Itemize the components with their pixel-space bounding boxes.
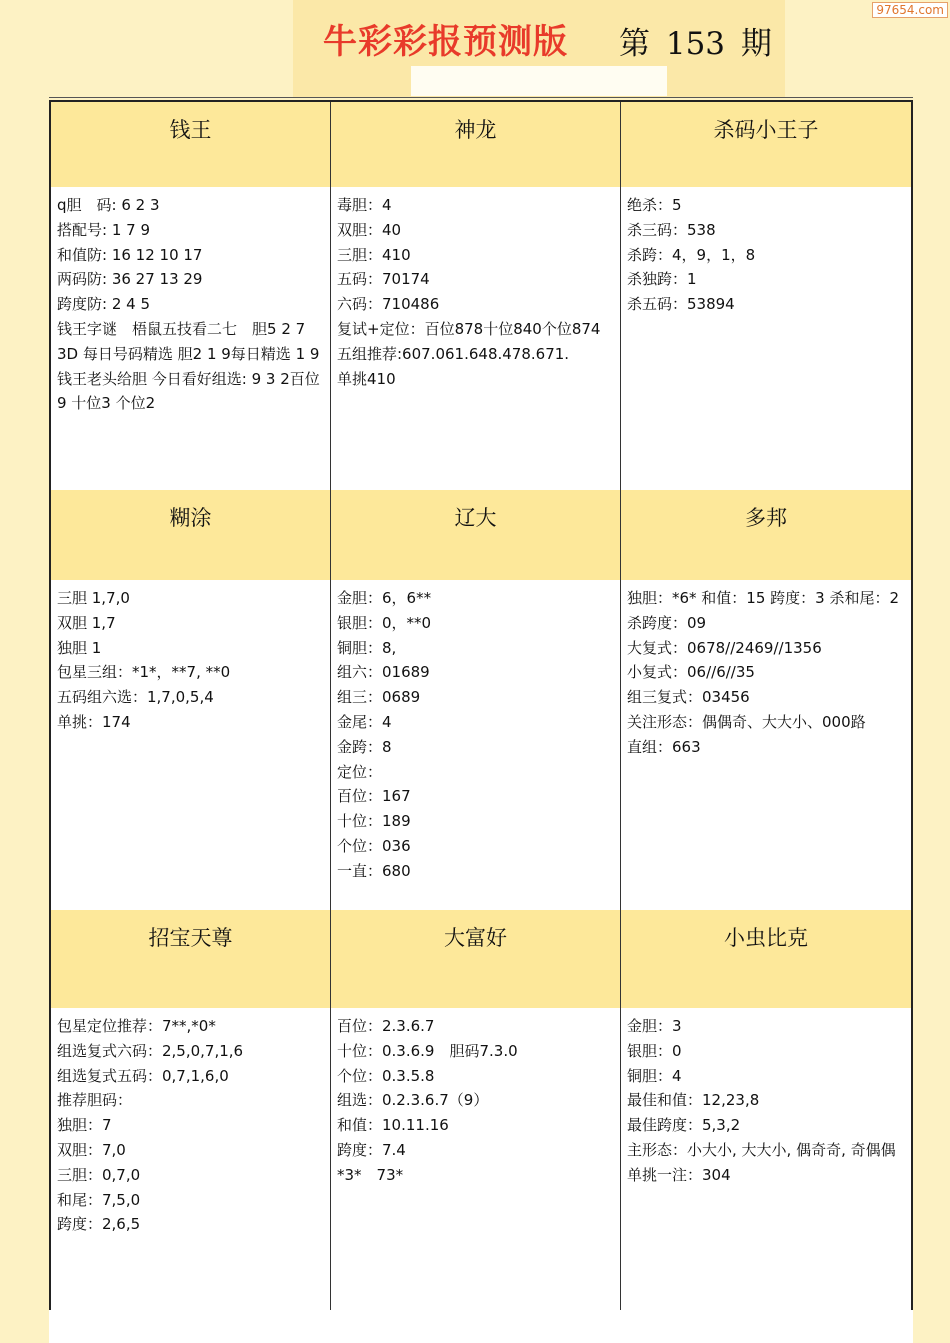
prediction-line: 钱王字谜 梧鼠五技看二七 胆5 2 7 [57, 319, 306, 338]
prediction-line: 杀三码：538 [627, 220, 716, 239]
prediction-line: 搭配号: 1 7 9 [57, 220, 150, 239]
prediction-line: 小复式：06//6//35 [627, 663, 755, 682]
prediction-line: 六码：710486 [337, 295, 440, 314]
prediction-line: 三胆 1,7,0 [57, 589, 130, 607]
footer-strip [49, 1310, 913, 1343]
prediction-line: 组三复式：03456 [627, 688, 750, 707]
prediction-table [49, 100, 913, 1312]
prediction-line: 绝杀：5 [627, 196, 682, 214]
watermark-logo: 97654.com [872, 2, 948, 18]
prediction-line: 复试+定位：百位878十位840个位874 [337, 319, 601, 338]
title-banner [293, 0, 785, 97]
prediction-line: 五码：70174 [337, 270, 430, 289]
expert-name: 大富好 [444, 926, 507, 950]
prediction-line: 直组：663 [627, 737, 701, 756]
prediction-line: 钱王老头给胆 今日看好组选: 9 3 2百位9 十位3 个位2 [57, 369, 320, 413]
expert-predictions [331, 187, 621, 490]
prediction-line: 金跨：8 [337, 737, 392, 756]
prediction-line: 推荐胆码： [57, 1091, 133, 1110]
prediction-line: 金胆：3 [627, 1017, 682, 1035]
page-title: 牛彩彩报预测版 [323, 22, 568, 62]
prediction-line: 大复式：0678//2469//1356 [627, 638, 822, 657]
prediction-line: 组六：01689 [337, 663, 430, 682]
prediction-line: *3* 73* [337, 1165, 404, 1184]
prediction-line: q胆 码: 6 2 3 [57, 196, 160, 214]
expert-predictions [621, 580, 911, 910]
prediction-line: 包星三组：*1*，**7, **0 [57, 663, 231, 682]
expert-predictions [331, 580, 621, 910]
prediction-line: 五组推荐:607.061.648.478.671. [337, 344, 570, 363]
prediction-line: 独胆 1 [57, 638, 102, 657]
prediction-line: 个位：0.3.5.8 [337, 1066, 435, 1085]
expert-predictions [331, 1008, 621, 1310]
prediction-line: 独胆：7 [57, 1116, 112, 1135]
title-blank-box [411, 66, 667, 96]
prediction-line: 单挑410 [337, 369, 396, 388]
prediction-line: 双胆：40 [337, 220, 402, 239]
expert-name: 杀码小王子 [713, 118, 819, 142]
prediction-line: 杀独跨：1 [627, 270, 697, 289]
prediction-line: 最佳和值：12,23,8 [627, 1091, 760, 1110]
prediction-line: 组选：0.2.3.6.7（9） [337, 1091, 489, 1110]
prediction-line: 最佳跨度：5,3,2 [627, 1116, 741, 1135]
table-body-row [51, 580, 911, 911]
expert-name: 多邦 [745, 506, 787, 530]
prediction-line: 单挑：174 [57, 712, 131, 731]
prediction-line: 跨度：7.4 [337, 1140, 406, 1159]
prediction-line: 十位：0.3.6.9 胆码7.3.0 [337, 1041, 518, 1060]
table-body-row [51, 187, 911, 491]
prediction-line: 组选复式五码：0,7,1,6,0 [57, 1066, 229, 1085]
issue-number: 第 153 期 [619, 26, 772, 62]
expert-header [331, 102, 621, 187]
prediction-line: 铜胆：8, [337, 638, 397, 657]
prediction-line: 铜胆：4 [627, 1066, 682, 1085]
prediction-line: 3D 每日号码精选 胆2 1 9每日精选 1 9 [57, 344, 320, 363]
prediction-line: 跨度防: 2 4 5 [57, 295, 150, 314]
prediction-line: 和值防: 16 12 10 17 [57, 245, 203, 264]
table-header-row [51, 102, 911, 188]
expert-name: 糊涂 [169, 506, 212, 530]
prediction-line: 两码防: 36 27 13 29 [57, 270, 203, 289]
prediction-line: 百位：2.3.6.7 [337, 1017, 435, 1035]
prediction-line: 和值：10.11.16 [337, 1116, 449, 1135]
expert-name: 钱王 [169, 118, 212, 142]
expert-predictions [621, 187, 911, 490]
expert-header [621, 102, 911, 187]
expert-header [621, 490, 911, 580]
expert-predictions [51, 1008, 331, 1310]
prediction-line: 杀跨：4，9，1，8 [627, 245, 756, 264]
prediction-line: 金胆：6，6** [337, 589, 432, 607]
expert-header [51, 490, 331, 580]
prediction-line: 和尾：7,5,0 [57, 1190, 141, 1209]
prediction-line: 组选复式六码：2,5,0,7,1,6 [57, 1041, 244, 1060]
prediction-line: 五码组六选：1,7,0,5,4 [57, 688, 214, 707]
prediction-line: 双胆：7,0 [57, 1140, 126, 1159]
expert-name: 辽大 [454, 506, 497, 530]
prediction-line: 百位：167 [337, 787, 411, 806]
expert-name: 招宝天尊 [148, 926, 233, 950]
prediction-line: 三胆：0,7,0 [57, 1165, 141, 1184]
prediction-line: 独胆：*6* 和值：15 跨度：3 杀和尾：2 杀跨度：09 [627, 589, 904, 632]
prediction-line: 组三：0689 [337, 688, 421, 707]
expert-name: 小虫比克 [724, 926, 808, 950]
expert-predictions [51, 580, 331, 910]
prediction-line: 银胆：0，**0 [337, 613, 432, 632]
table-body-row [51, 1008, 911, 1310]
prediction-line: 包星定位推荐：7**,*0* [57, 1017, 216, 1035]
prediction-line: 单挑一注：304 [627, 1165, 731, 1184]
prediction-line: 十位：189 [337, 812, 411, 831]
expert-header [331, 910, 621, 1008]
expert-header [51, 102, 331, 187]
prediction-line: 金尾：4 [337, 712, 392, 731]
expert-predictions [621, 1008, 911, 1310]
prediction-line: 三胆：410 [337, 245, 411, 264]
prediction-line: 个位：036 [337, 836, 411, 855]
divider [49, 97, 913, 98]
expert-header [51, 910, 331, 1008]
prediction-line: 主形态：小大小, 大大小, 偶奇奇, 奇偶偶 [627, 1140, 896, 1159]
expert-predictions [51, 187, 331, 490]
prediction-line: 双胆 1,7 [57, 613, 116, 632]
expert-header [331, 490, 621, 580]
expert-name: 神龙 [454, 118, 497, 142]
expert-header [621, 910, 911, 1008]
table-header-row [51, 490, 911, 581]
prediction-line: 银胆：0 [627, 1041, 682, 1060]
prediction-line: 关注形态：偶偶奇、大大小、000路 [627, 712, 866, 731]
table-header-row [51, 910, 911, 1009]
prediction-line: 毒胆：4 [337, 196, 392, 214]
prediction-line: 定位： [337, 762, 383, 781]
prediction-line: 跨度：2,6,5 [57, 1215, 141, 1234]
prediction-line: 一直：680 [337, 861, 411, 880]
prediction-line: 杀五码：53894 [627, 295, 735, 314]
